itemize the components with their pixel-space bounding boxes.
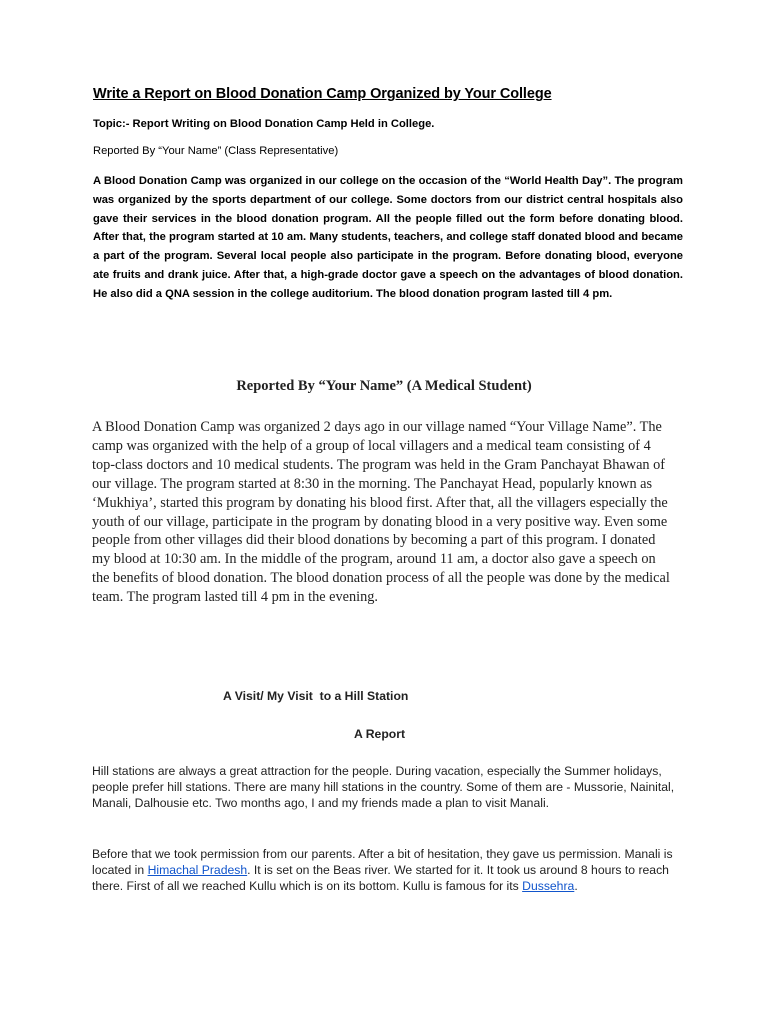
paragraph-text: Before that we took permission from our parents. After a bit of hesitation, they gave us permission. Manali is located in xyxy=(92,847,673,877)
paragraph-text: . xyxy=(574,878,578,893)
report-college-section xyxy=(93,86,683,304)
hill-station-paragraph-2 xyxy=(92,847,682,894)
dussehra-link[interactable]: Dussehra xyxy=(522,878,575,893)
report-body-paragraph: A Blood Donation Camp was organized in our college on the occasion of the “World Health Day”. The program was organized by the sports department of our college. Some doctors from our district central hospitals also gave their services in the blood donation program. All the people filled out the form before donating blood. After that, the program started at 10 am. Many students, teachers, and college staff donated blood and became a part of the program. Several local people also participate in the program. Before donating blood, everyone ate fruits and drank juice. After that, a high-grade doctor gave a speech on the advantages of blood donation. He also did a QNA session in the college auditorium. The blood donation program lasted till 4 pm. xyxy=(93,175,683,300)
paragraph-text: . It is set on the Beas river. We started for it. It took us around 8 hours to reach there. First of all we reached Kullu which is on its bottom. Kullu is famous for its xyxy=(92,862,669,893)
hill-station-subheading: A Report xyxy=(354,727,406,741)
hill-station-heading: A Visit/ My Visit to a Hill Station xyxy=(223,689,409,703)
report-topic: Topic:- Report Writing on Blood Donation Camp Held in College. xyxy=(93,118,435,130)
himachal-pradesh-link[interactable]: Himachal Pradesh xyxy=(147,862,248,877)
medical-student-paragraph: A Blood Donation Camp was organized 2 days ago in our village named “Your Village Name”. The camp was organized with the help of a group of local villagers and a medical team consisting of 4 top-class doctors and 10 medical students. The program was held in the Gram Panchayat Bhawan of our village. The program started at 8:30 in the morning. The Panchayat Head, popularly known as ‘Mukhiya’, started this program by donating his blood first. After that, all the villagers especially the youth of our village, participate in the program by donating blood in a very positive way. Even some people from other villages did their blood donations by becoming a part of this program. I donated my blood at 10:30 am. In the middle of the program, around 11 am, a doctor also gave a speech on the benefits of blood donation. The blood donation process of all the people was done by the medical team. The program lasted till 4 pm in the evening. xyxy=(92,419,670,606)
report-reporter-line: Reported By “Your Name” (Class Representative) xyxy=(93,145,339,157)
report-title: Write a Report on Blood Donation Camp Organized by Your College xyxy=(93,86,552,102)
hill-station-paragraph-1: Hill stations are always a great attraction for the people. During vacation, especially the Summer holidays, people prefer hill stations. There are many hill stations in the country. Some of them are - Mussorie, Nainital, Manali, Dalhousie etc. Two months ago, I and my friends made a plan to visit Manali. xyxy=(92,764,675,810)
medical-student-heading: Reported By “Your Name” (A Medical Student) xyxy=(236,378,532,394)
